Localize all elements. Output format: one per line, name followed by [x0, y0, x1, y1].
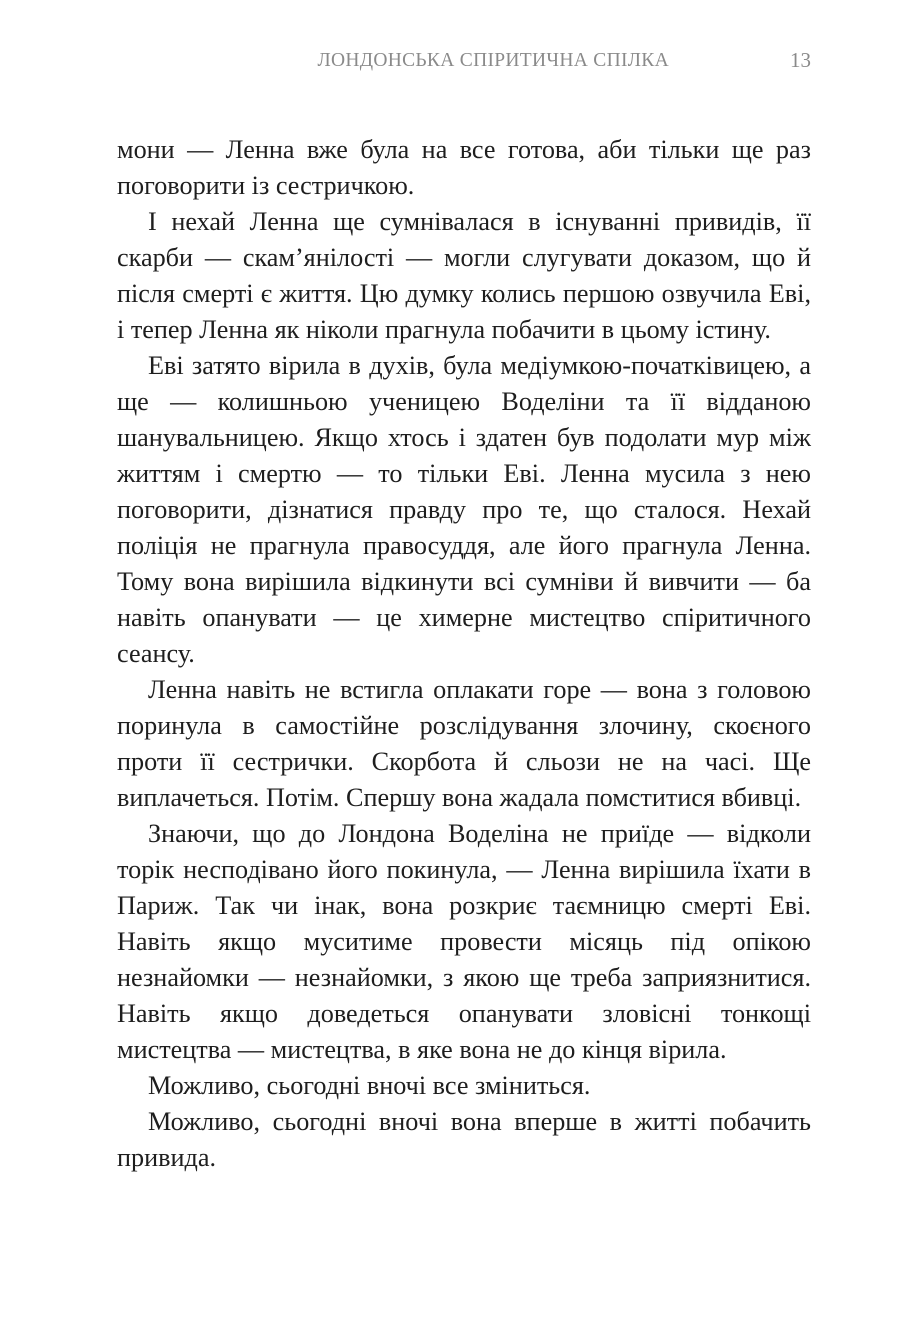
running-head: [117, 48, 811, 74]
paragraph: Можливо, сьогодні вночі все зміниться.: [148, 1071, 591, 1100]
paragraph: мони — Ленна вже була на все готова, аби тільки ще раз поговорити із сестричкою.: [117, 135, 811, 200]
running-title: ЛОНДОНСЬКА СПІРИТИЧНА СПІЛКА: [317, 50, 669, 71]
paragraph: Знаючи, що до Лондона Воделіна не приїде — відколи торік несподівано його покинула, — Ленна вирішила їхати в Париж. Так чи інак, вона розкриє таємницю смерті Еві. Навіть якщо муситиме провести місяць під опікою незнайомки — незнайомки, з якою ще треба заприязнитися. Навіть якщо доведеться опанувати зловісні тонкощі мистецтва — мистецтва, в яке вона не до кінця вірила.: [117, 819, 811, 1064]
paragraph: І нехай Ленна ще сумнівалася в існуванні привидів, її скарби — скам’янілості — могли слугувати доказом, що й після смерті є життя. Цю думку колись першою озвучила Еві, і тепер Ленна як ніколи прагнула побачити в цьому істину.: [117, 207, 811, 344]
paragraph: Еві затято вірила в духів, була медіумкою-початківицею, а ще — колишньою ученицею Воделіни та її відданою шанувальницею. Якщо хтось і здатен був подолати мур між життям і смертю — то тільки Еві. Ленна мусила з нею поговорити, дізнатися правду про те, що сталося. Нехай поліція не прагнула правосуддя, але його прагнула Ленна. Тому вона вирішила відкинути всі сумніви й вивчити — ба навіть опанувати — це химерне мистецтво спіритичного сеансу.: [117, 351, 811, 668]
page-number: 13: [790, 48, 811, 72]
paragraph: Ленна навіть не встигла оплакати горе — вона з головою поринула в самостійне розслідування злочину, скоєного проти її сестрички. Скорбота й сльози не на часі. Ще виплачеться. Потім. Спершу вона жадала помститися вбивці.: [117, 675, 811, 812]
body-text: [117, 132, 811, 1176]
paragraph: Можливо, сьогодні вночі вона вперше в житті побачить привида.: [117, 1107, 811, 1172]
